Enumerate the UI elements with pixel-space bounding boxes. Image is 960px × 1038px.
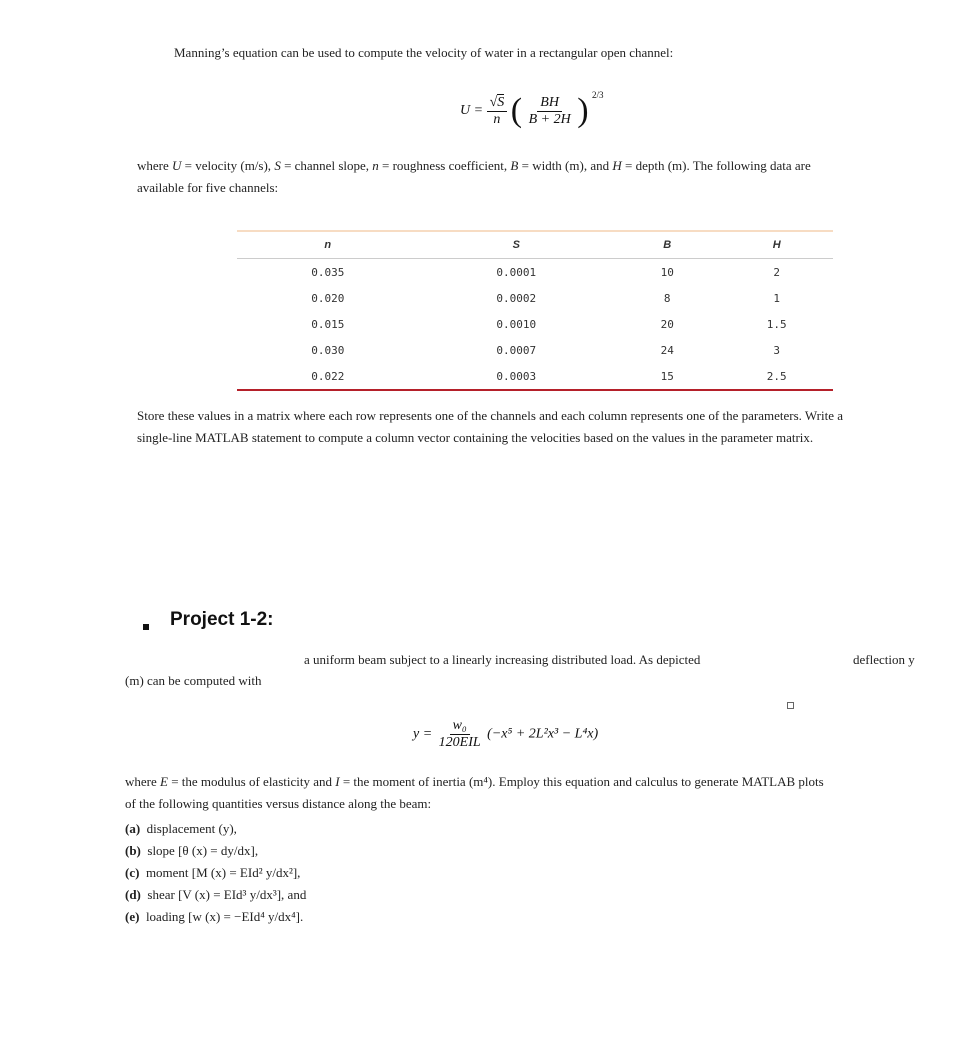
table-row bbox=[237, 337, 833, 363]
table-cell: 2 bbox=[773, 265, 781, 279]
table-cell: 0.0001 bbox=[496, 265, 537, 279]
table-cell: 8 bbox=[663, 291, 671, 305]
list-item: (b) slope [θ (x) = dy/dx], bbox=[125, 843, 259, 858]
list-item: (a) displacement (y), bbox=[125, 821, 237, 836]
instructions-text-cont: single-line MATLAB statement to compute a column vector containing the velocities based on the values in the parameter matrix. bbox=[137, 430, 814, 445]
right-paren: ) bbox=[577, 92, 589, 129]
modulus-definition-cont: of the following quantities versus distance along the beam: bbox=[125, 796, 432, 811]
table-cell: 2.5 bbox=[720, 363, 833, 390]
table-cell: 3 bbox=[773, 343, 781, 357]
sqrt-fraction: $\frac{√S}{n}$ bbox=[487, 95, 508, 128]
manning-equation bbox=[460, 90, 604, 129]
list-item: (d) shear [V (x) = EId³ y/dx³], and bbox=[125, 887, 307, 902]
list-item: (e) loading [w (x) = −EId⁴ y/dx⁴]. bbox=[125, 909, 304, 924]
beam-description: a uniform beam subject to a linearly increasing distributed load. As depicted bbox=[304, 652, 701, 667]
table-cell: 0.0010 bbox=[496, 317, 537, 331]
placeholder-box-icon bbox=[787, 702, 794, 709]
inner-numerator: BH bbox=[537, 95, 562, 112]
beam-equation-lhs: y = bbox=[413, 726, 433, 742]
beam-polynomial: (−x⁵ + 2L²x³ − L⁴x) bbox=[487, 726, 599, 742]
deflection-label: deflection y bbox=[853, 652, 915, 667]
column-header-b: B bbox=[614, 231, 720, 259]
table-row bbox=[237, 363, 833, 390]
table-row bbox=[237, 259, 833, 286]
beam-equation bbox=[413, 718, 598, 751]
list-item: (c) moment [M (x) = EId² y/dx²], bbox=[125, 865, 301, 880]
instructions-text: Store these values in a matrix where each row represents one of the channels and each column represents one of the parameters. Write a bbox=[137, 408, 844, 423]
table-cell: 24 bbox=[660, 343, 674, 357]
beam-denominator: 120EIL bbox=[438, 735, 481, 750]
table-cell: 0.0007 bbox=[496, 343, 537, 357]
table-cell: 20 bbox=[660, 317, 674, 331]
variables-definition-cont: available for five channels: bbox=[137, 180, 279, 195]
table-cell: 0.022 bbox=[237, 363, 419, 390]
bullet-icon bbox=[143, 617, 149, 635]
table-cell: 0.015 bbox=[311, 317, 345, 331]
computed-with-text: (m) can be computed with bbox=[125, 673, 262, 688]
table-cell: 1 bbox=[773, 291, 781, 305]
left-paren: ( bbox=[510, 92, 523, 129]
inner-denominator: B + 2H bbox=[528, 111, 571, 127]
table-header-row bbox=[237, 231, 833, 259]
sqrt-argument: S bbox=[497, 94, 505, 110]
variables-definition: where U = velocity (m/s), S = channel slope, n = roughness coefficient, B = width (m), and H = depth (m). The following data are bbox=[137, 158, 811, 173]
quantities-list bbox=[125, 818, 306, 928]
equation-lhs: U = bbox=[460, 103, 484, 118]
table-cell: 10 bbox=[660, 265, 674, 279]
table-cell: 15 bbox=[614, 363, 720, 390]
column-header-h: H bbox=[720, 231, 833, 259]
table-cell: 0.0002 bbox=[496, 291, 537, 305]
intro-text: Manning’s equation can be used to compute the velocity of water in a rectangular open channel: bbox=[174, 45, 674, 60]
table-cell: 0.030 bbox=[311, 343, 345, 357]
table-row bbox=[237, 285, 833, 311]
beam-numerator: w₀ bbox=[450, 718, 470, 735]
exponent: 2/3 bbox=[592, 90, 604, 100]
table-cell: 0.035 bbox=[311, 265, 345, 279]
roughness-denominator: n bbox=[493, 111, 501, 127]
modulus-definition: where E = the modulus of elasticity and I = the moment of inertia (m⁴). Employ this equation and calculus to generate MATLAB plots bbox=[125, 774, 824, 789]
table-cell: 0.020 bbox=[311, 291, 345, 305]
table-row bbox=[237, 311, 833, 337]
project-heading: Project 1-2: bbox=[170, 609, 274, 630]
beam-fraction bbox=[436, 718, 484, 751]
column-header-s: S bbox=[419, 231, 614, 259]
channel-data-table bbox=[237, 230, 833, 391]
inner-fraction bbox=[526, 95, 574, 128]
column-header-n: n bbox=[237, 231, 419, 259]
table-cell: 0.0003 bbox=[419, 363, 614, 390]
table-cell: 1.5 bbox=[766, 317, 787, 331]
